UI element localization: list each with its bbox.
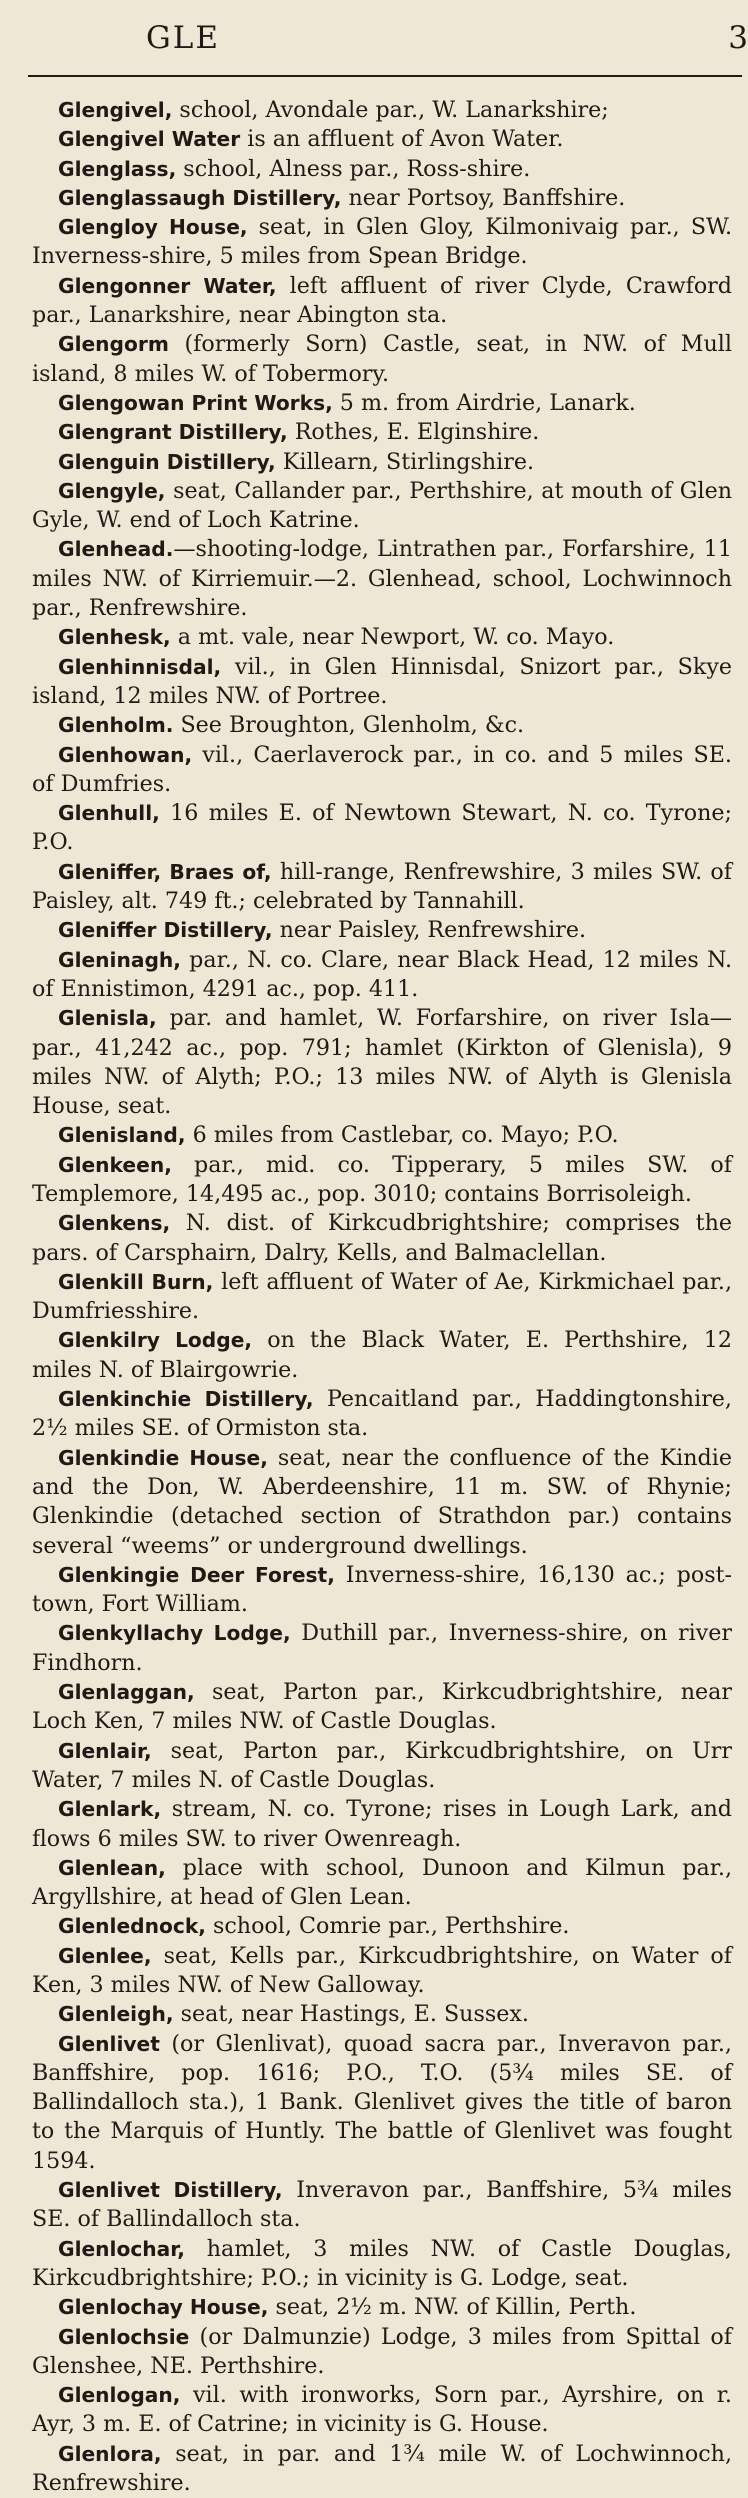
entry-description: a mt. vale, near Newport, W. co. Mayo. xyxy=(170,624,615,651)
entry-description: seat, Kells par., Kirkcudbrightshire, on Water of Ken, 3 miles NW. of New Galloway. xyxy=(32,1942,732,1998)
gazetteer-entry xyxy=(32,477,732,536)
gazetteer-entry xyxy=(32,2440,732,2498)
entry-description: 16 miles E. of Newtown Stewart, N. co. Tyrone; P.O. xyxy=(32,800,732,856)
entry-headword: Glenguin Distillery, xyxy=(58,449,276,474)
entry-headword: Glenkindie House, xyxy=(58,1445,268,1470)
entry-headword: Glenlaggan, xyxy=(58,1680,195,1705)
gazetteer-entry xyxy=(32,623,732,652)
entry-description: (or Glenlivat), quoad sacra par., Inveravon par., Banffshire, pop. 1616; P.O., T.O. (5¾ miles SE. of Ballindalloch sta.), 1 Bank. Glenlivet gives the title of baron to the Marquis of Huntly. The battle of Glenlivet was fought 1594. xyxy=(32,2030,732,2174)
entry-headword: Glenlee, xyxy=(58,1943,152,1968)
entry-headword: Glenkeen, xyxy=(58,1152,172,1177)
entry-description: seat, 2½ m. NW. of Killin, Perth. xyxy=(268,2294,637,2321)
gazetteer-entry xyxy=(32,916,732,945)
gazetteer-entry xyxy=(32,1151,732,1210)
entry-description: Rothes, E. Elginshire. xyxy=(287,419,540,446)
entry-headword: Glenhinnisdal, xyxy=(58,654,222,679)
entry-headword: Glenlivet Distillery, xyxy=(58,2178,283,2203)
entry-description: school, Alness par., Ross-shire. xyxy=(176,155,531,182)
entry-headword: Glenhead. xyxy=(58,537,174,562)
gazetteer-entry xyxy=(32,2176,732,2235)
entry-description: near Paisley, Renfrewshire. xyxy=(272,917,587,944)
entry-description: See Broughton, Glenholm, &c. xyxy=(173,712,525,739)
gazetteer-entry xyxy=(32,1209,732,1268)
gazetteer-entry xyxy=(32,330,732,389)
entry-headword: Glenhowan, xyxy=(58,742,193,767)
entry-headword: Glenlora, xyxy=(58,2441,162,2466)
entry-description: seat, near the confluence of the Kindie and the Don, W. Aberdeenshire, 11 m. SW. of Rhynie; Glenkindie (detached section of Strathdon par.) contains several “weems” or underground dwellings. xyxy=(32,1444,732,1559)
gazetteer-entry xyxy=(32,2381,732,2440)
gazetteer-entry xyxy=(32,1678,732,1737)
entry-description: school, Avondale par., W. Lanarkshire; xyxy=(172,97,609,123)
entry-headword: Glengivel, xyxy=(58,98,173,122)
entry-headword: Glengivel Water xyxy=(58,127,241,152)
gazetteer-entry xyxy=(32,213,732,272)
entry-headword: Glenkens, xyxy=(58,1211,171,1236)
entry-description: (or Dalmunzie) Lodge, 3 miles from Spittal of Glenshee, NE. Perthshire. xyxy=(32,2323,732,2379)
entry-headword: Glengowan Print Works, xyxy=(58,390,333,415)
gazetteer-entry xyxy=(32,1004,732,1121)
entry-headword: Glengonner Water, xyxy=(58,273,277,298)
page-header xyxy=(0,0,748,72)
entry-headword: Glenholm. xyxy=(58,713,174,738)
entry-headword: Glenkyllachy Lodge, xyxy=(58,1621,291,1646)
entry-headword: Glenlivet xyxy=(58,2031,160,2056)
entry-description: vil., in Glen Hinnisdal, Snizort par., Skye island, 12 miles NW. of Portree. xyxy=(32,653,732,709)
entry-headword: Glenkill Burn, xyxy=(58,1269,214,1294)
gazetteer-entry xyxy=(32,946,732,1005)
gazetteer-entry xyxy=(32,1326,732,1385)
entry-description: seat, near Hastings, E. Sussex. xyxy=(173,2001,529,2028)
gazetteer-entry xyxy=(32,448,732,477)
entry-headword: Glenhesk, xyxy=(58,625,171,650)
entry-description: stream, N. co. Tyrone; rises in Lough Lark, and flows 6 miles SW. to river Owenreagh. xyxy=(32,1796,732,1852)
entry-description: school, Comrie par., Perthshire. xyxy=(205,1913,570,1940)
gazetteer-entry xyxy=(32,1854,732,1913)
entry-headword: Gleninagh, xyxy=(58,947,181,972)
entry-description: place with school, Dunoon and Kilmun par., Argyllshire, at head of Glen Lean. xyxy=(32,1854,732,1911)
entry-description: seat, Parton par., Kirkcudbrightshire, on Urr Water, 7 miles N. of Castle Douglas. xyxy=(32,1737,732,1793)
entry-description: —shooting-lodge, Lintrathen par., Forfarshire, 11 miles NW. of Kirriemuir.—2. Glenhead, school, Lochwinnoch par., Renfrewshire. xyxy=(32,536,732,622)
gazetteer-entry xyxy=(32,2000,732,2029)
entry-headword: Glenkinchie Distillery, xyxy=(58,1387,314,1412)
gazetteer-entry xyxy=(32,2293,732,2322)
gazetteer-entry xyxy=(32,418,732,447)
entry-description: is an affluent of Avon Water. xyxy=(240,126,564,153)
entry-description: N. dist. of Kirkcudbrightshire; comprises the pars. of Carsphairn, Dalry, Kells, and Balmaclellan. xyxy=(32,1210,732,1266)
entry-headword: Glengrant Distillery, xyxy=(58,420,288,445)
entry-headword: Glengorm xyxy=(58,332,169,357)
gazetteer-entry xyxy=(32,2235,732,2294)
gazetteer-entry xyxy=(32,272,732,331)
entry-headword: Glengyle, xyxy=(58,478,166,503)
entry-description: (formerly Sorn) Castle, seat, in NW. of Mull island, 8 miles W. of Tobermory. xyxy=(32,331,732,387)
gazetteer-entry xyxy=(32,184,732,213)
entry-description: seat, Parton par., Kirkcudbrightshire, near Loch Ken, 7 miles NW. of Castle Douglas. xyxy=(32,1679,732,1735)
entry-description: Inveravon par., Banffshire, 5¾ miles SE. of Ballindalloch sta. xyxy=(32,2177,732,2233)
gazetteer-entry xyxy=(32,799,732,858)
entry-headword: Glenlochar, xyxy=(58,2236,185,2261)
entry-headword: Glenlochay House, xyxy=(58,2295,269,2320)
gazetteer-entry xyxy=(32,155,732,184)
entry-description: par., mid. co. Tipperary, 5 miles SW. of Templemore, 14,495 ac., pop. 3010; contains Borrisoleigh. xyxy=(32,1151,732,1207)
entry-headword: Glenhull, xyxy=(58,801,160,826)
entry-headword: Glengloy House, xyxy=(58,215,248,240)
entry-description: par. and hamlet, W. Forfarshire, on river Isla—par., 41,242 ac., pop. 791; hamlet (Kirkton of Glenisla), 9 miles NW. of Alyth; P.O.; 13 miles NW. of Alyth is Glenisla House, seat. xyxy=(32,1005,732,1120)
entry-headword: Glenlednock, xyxy=(58,1914,206,1939)
gazetteer-entry xyxy=(32,125,732,154)
gazetteer-entry xyxy=(32,535,732,623)
entry-headword: Gleniffer Distillery, xyxy=(58,918,273,943)
gazetteer-entry xyxy=(32,858,732,917)
gazetteer-entry xyxy=(32,1561,732,1620)
gazetteer-entry xyxy=(32,1268,732,1327)
entry-headword: Glenglass, xyxy=(58,156,177,181)
gazetteer-entry xyxy=(32,711,732,740)
entry-headword: Glenlair, xyxy=(58,1738,152,1763)
entry-headword: Glenisla, xyxy=(58,1006,157,1031)
entry-description: left affluent of Water of Ae, Kirkmichael par., Dumfriesshire. xyxy=(32,1268,733,1325)
entry-description: Pencaitland par., Haddingtonshire, 2½ miles SE. of Ormiston sta. xyxy=(32,1386,732,1442)
entry-headword: Glenlark, xyxy=(58,1797,162,1822)
gazetteer-entry xyxy=(32,1912,732,1941)
entry-description: vil. with ironworks, Sorn par., Ayrshire, on r. Ayr, 3 m. E. of Catrine; in vicinity is G. House. xyxy=(32,2382,732,2438)
gazetteer-entry xyxy=(32,2030,732,2176)
entry-description: Killearn, Stirlingshire. xyxy=(275,448,535,475)
entry-description: vil., Caerlaverock par., in co. and 5 miles SE. of Dumfries. xyxy=(32,741,732,797)
entry-description: Duthill par., Inverness-shire, on river Findhorn. xyxy=(32,1620,732,1676)
gazetteer-entry xyxy=(32,741,732,800)
entry-headword: Glenglassaugh Distillery, xyxy=(58,185,342,210)
gazetteer-entry xyxy=(32,1737,732,1796)
entry-headword: Glenkilry Lodge, xyxy=(58,1328,253,1353)
entry-headword: Glenlochsie xyxy=(58,2324,190,2349)
entry-description: seat, Callander par., Perthshire, at mouth of Glen Gyle, W. end of Loch Katrine. xyxy=(32,477,732,534)
gazetteer-entry xyxy=(32,1942,732,2001)
gazetteer-entry xyxy=(32,1795,732,1854)
entry-description: on the Black Water, E. Perthshire, 12 miles N. of Blairgowrie. xyxy=(32,1327,732,1383)
entry-headword: Glenkingie Deer Forest, xyxy=(58,1562,335,1587)
entry-description: Inverness-shire, 16,130 ac.; post-town, Fort William. xyxy=(32,1561,733,1618)
entry-description: 6 miles from Castlebar, co. Mayo; P.O. xyxy=(185,1122,619,1149)
entry-description: seat, in par. and 1¾ mile W. of Lochwinnoch, Renfrewshire. xyxy=(32,2440,732,2497)
gazetteer-entry xyxy=(32,389,732,418)
entry-headword: Glenlogan, xyxy=(58,2383,181,2408)
page-number: 3 xyxy=(728,20,748,56)
entry-headword: Gleniffer, Braes of, xyxy=(58,859,272,884)
entry-description: hamlet, 3 miles NW. of Castle Douglas, Kirkcudbrightshire; P.O.; in vicinity is G. Lodge, seat. xyxy=(32,2235,732,2291)
entry-headword: Glenisland, xyxy=(58,1123,186,1148)
entry-description: near Portsoy, Banffshire. xyxy=(341,184,626,211)
gazetteer-entry xyxy=(32,1385,732,1444)
gazetteer-entries xyxy=(32,96,732,2498)
gazetteer-entry xyxy=(32,1444,732,1561)
entry-description: hill-range, Renfrewshire, 3 miles SW. of Paisley, alt. 749 ft.; celebrated by Tannahill. xyxy=(32,858,732,915)
entry-headword: Glenleigh, xyxy=(58,2002,174,2027)
gazetteer-entry xyxy=(32,1619,732,1678)
entry-description: 5 m. from Airdrie, Lanark. xyxy=(332,389,636,416)
gazetteer-entry xyxy=(32,1121,732,1150)
gazetteer-entry xyxy=(32,2323,732,2382)
entry-description: left affluent of river Clyde, Crawford par., Lanarkshire, near Abington sta. xyxy=(32,272,732,329)
entry-description: seat, in Glen Gloy, Kilmonivaig par., SW. Inverness-shire, 5 miles from Spean Bridge. xyxy=(32,214,732,270)
gazetteer-entry xyxy=(32,96,732,125)
entry-headword: Glenlean, xyxy=(58,1855,166,1880)
gazetteer-entry xyxy=(32,653,732,712)
header-rule xyxy=(28,75,742,77)
running-head: GLE xyxy=(146,20,220,56)
entry-description: par., N. co. Clare, near Black Head, 12 miles N. of Ennistimon, 4291 ac., pop. 411. xyxy=(32,946,732,1002)
